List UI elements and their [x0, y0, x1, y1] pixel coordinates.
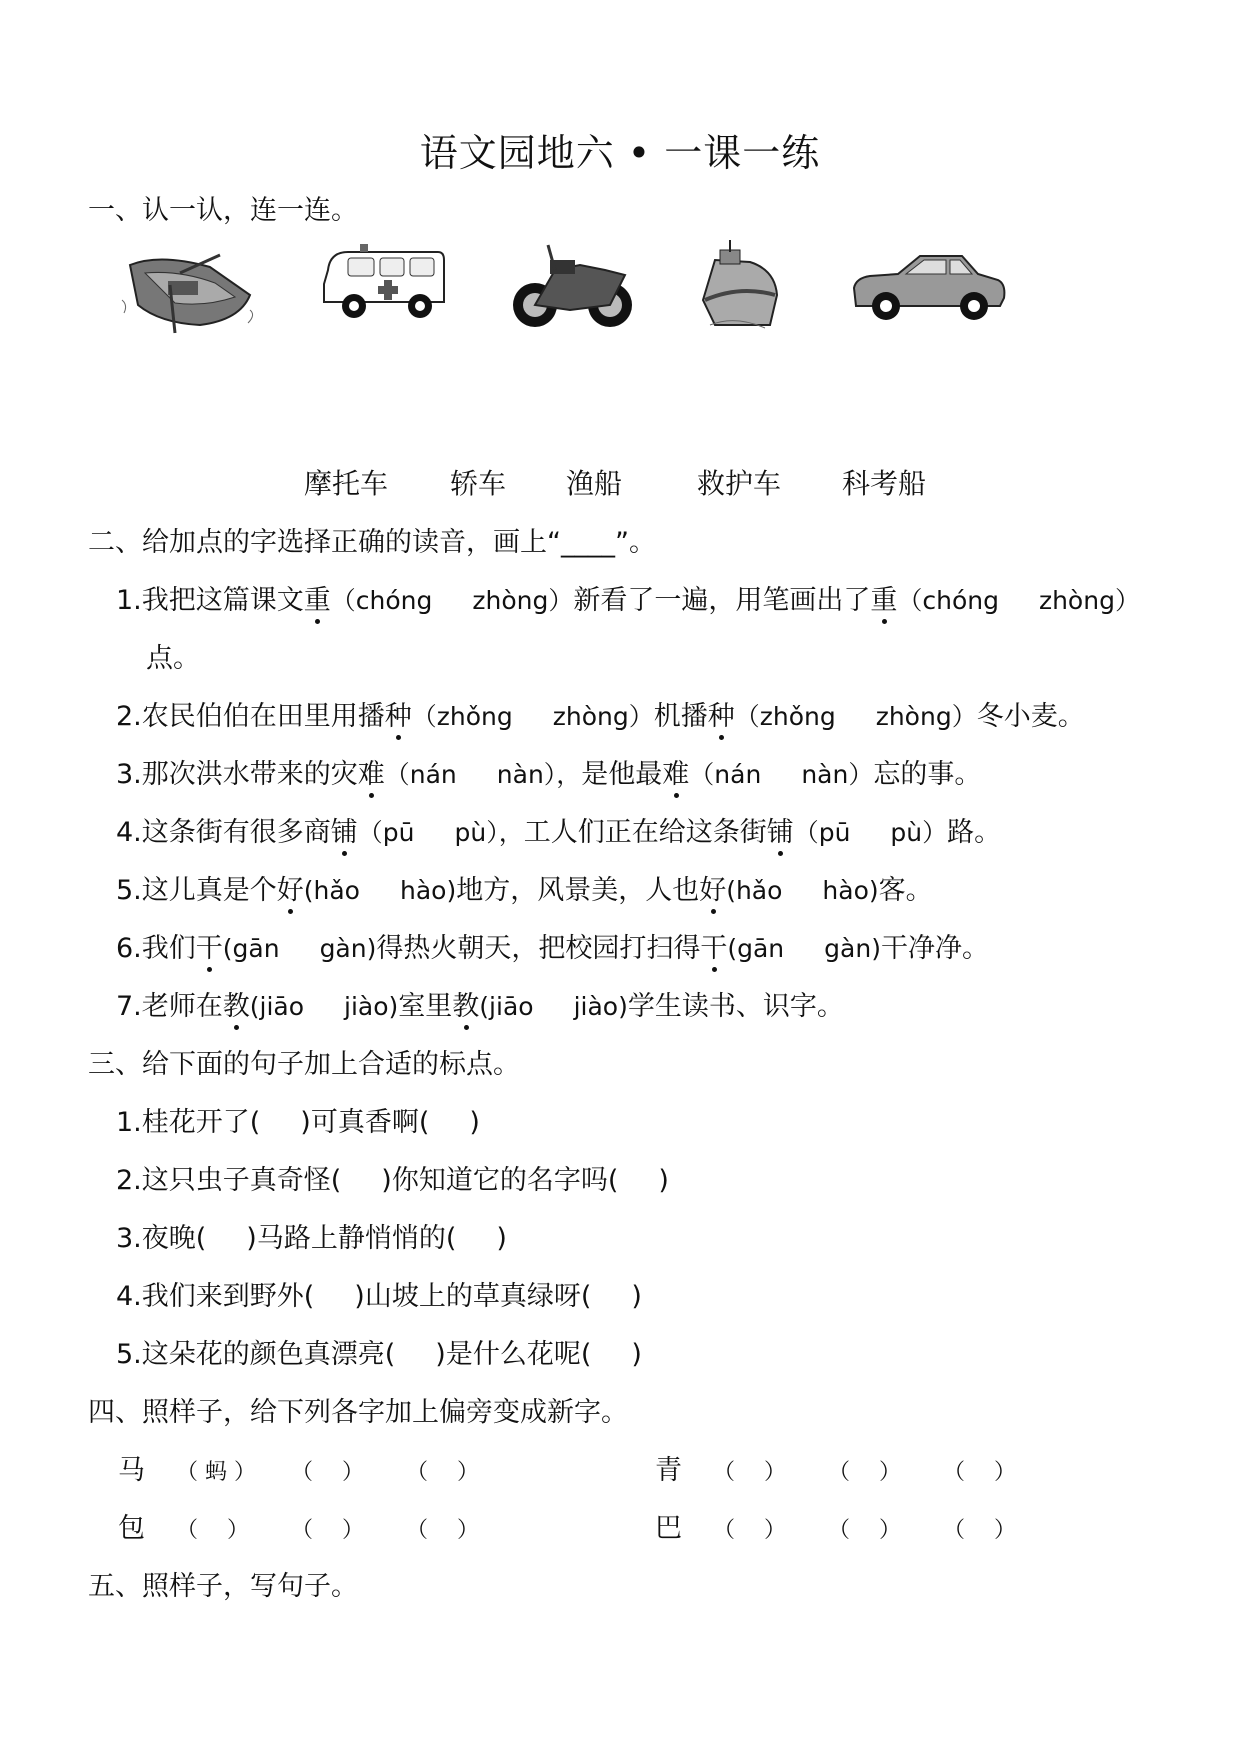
section5-heading: 五、照样子，写句子。: [88, 1571, 358, 1602]
pinyin-option[interactable]: (jiāo: [479, 992, 534, 1021]
pinyin-option[interactable]: (gān: [222, 934, 280, 963]
label-ambulance: 救护车: [697, 467, 782, 500]
pinyin-item-6: 6.我们干(gān gàn)得热火朝天，把校园打扫得干(gān gàn)干净净。: [116, 933, 989, 964]
dotted-char: 教: [222, 991, 250, 1022]
pinyin-option[interactable]: （pū: [357, 818, 415, 847]
pinyin-option[interactable]: (jiāo: [249, 992, 305, 1021]
pinyin-item-2: 2.农民伯伯在田里用播种（zhǒng zhòng）机播种（zhǒng zhòng）冬小麦。: [116, 701, 1085, 732]
pinyin-item-1: 1.我把这篇课文重（chóng zhòng）新看了一遍，用笔画出了重（chóng zhòng）: [116, 585, 1140, 616]
radical-row-bao: 包 （ ） （ ） （ ）: [118, 1513, 479, 1544]
dotted-char: 难: [357, 759, 385, 790]
pinyin-option[interactable]: (hǎo: [303, 876, 360, 905]
pinyin-option[interactable]: （zhǒng: [734, 702, 836, 731]
punct-item-2: 2.这只虫子真奇怪( )你知道它的名字吗( ): [116, 1165, 669, 1196]
pinyin-option[interactable]: （nán: [689, 760, 762, 789]
pinyin-option[interactable]: gàn): [824, 934, 881, 963]
dotted-char: 干: [195, 933, 223, 964]
dotted-char: 种: [707, 701, 735, 732]
pinyin-option[interactable]: zhòng）: [1038, 586, 1140, 615]
punct-item-4: 4.我们来到野外( )山坡上的草真绿呀( ): [116, 1281, 642, 1312]
research-ship-icon: [695, 240, 785, 335]
label-research-ship: 科考船: [842, 467, 927, 500]
pinyin-option[interactable]: pù）: [890, 818, 948, 847]
motorcycle-icon: [510, 240, 635, 335]
sedan-car-icon: [850, 250, 1010, 330]
section3-heading: 三、给下面的句子加上合适的标点。: [88, 1049, 520, 1080]
pinyin-option[interactable]: pù），: [454, 818, 524, 847]
pinyin-item-7: 7.老师在教(jiāo jiào)室里教(jiāo jiào)学生读书、识字。: [116, 991, 844, 1022]
pinyin-item-5: 5.这儿真是个好(hǎo hào)地方，风景美，人也好(hǎo hào)客。: [116, 875, 933, 906]
dotted-char: 好: [276, 875, 304, 906]
page-title: 语文园地六 • 一课一练: [419, 131, 821, 175]
label-sedan: 轿车: [450, 467, 507, 500]
pinyin-option[interactable]: （chóng: [330, 586, 433, 615]
label-fishing-boat: 渔船: [566, 467, 623, 500]
pinyin-option[interactable]: (hǎo: [726, 876, 783, 905]
section1-heading: 一、认一认，连一连。: [88, 195, 358, 226]
pinyin-option[interactable]: jiào): [573, 992, 628, 1021]
pinyin-item-1-cont: 点。: [146, 643, 200, 674]
radical-row-qing: 青 （ ） （ ） （ ）: [655, 1455, 1016, 1486]
dotted-char: 重: [303, 585, 331, 616]
dotted-char: 干: [700, 933, 728, 964]
punct-item-5: 5.这朵花的颜色真漂亮( )是什么花呢( ): [116, 1339, 642, 1370]
pinyin-option[interactable]: hào): [399, 876, 457, 905]
dotted-char: 好: [699, 875, 727, 906]
pinyin-option[interactable]: nàn）: [801, 760, 874, 789]
section2-heading: 二、给加点的字选择正确的读音，画上“____”。: [88, 527, 656, 558]
dotted-char: 难: [662, 759, 690, 790]
pinyin-option[interactable]: （pū: [793, 818, 851, 847]
pinyin-option[interactable]: （chóng: [897, 586, 999, 615]
pinyin-option[interactable]: hào): [822, 876, 879, 905]
pinyin-option[interactable]: （nán: [384, 760, 457, 789]
dotted-char: 重: [870, 585, 898, 616]
punct-item-1: 1.桂花开了( )可真香啊( ): [116, 1107, 480, 1138]
ambulance-icon: [320, 240, 450, 325]
label-motorcycle: 摩托车: [304, 467, 389, 500]
punct-item-3: 3.夜晚( )马路上静悄悄的( ): [116, 1223, 507, 1254]
pinyin-option[interactable]: nàn），: [496, 760, 582, 789]
pinyin-option[interactable]: (gān: [727, 934, 785, 963]
pinyin-item-3: 3.那次洪水带来的灾难（nán nàn），是他最难（nán nàn）忘的事。: [116, 759, 982, 790]
pinyin-option[interactable]: zhòng）: [552, 702, 654, 731]
pinyin-option[interactable]: jiào): [344, 992, 399, 1021]
rowboat-icon: [120, 245, 260, 335]
dotted-char: 铺: [766, 817, 794, 848]
dotted-char: 教: [452, 991, 480, 1022]
pinyin-option[interactable]: zhòng）: [875, 702, 977, 731]
dotted-char: 铺: [330, 817, 358, 848]
vehicle-images: [120, 240, 1140, 350]
section4-heading: 四、照样子，给下列各字加上偏旁变成新字。: [88, 1397, 628, 1428]
radical-row-ba: 巴 （ ） （ ） （ ）: [655, 1513, 1016, 1544]
pinyin-option[interactable]: （zhǒng: [411, 702, 513, 731]
pinyin-item-4: 4.这条街有很多商铺（pū pù），工人们正在给这条街铺（pū pù）路。: [116, 817, 1002, 848]
radical-row-ma: 马 （ 蚂 ） （ ） （ ）: [118, 1455, 479, 1486]
pinyin-option[interactable]: gàn): [319, 934, 377, 963]
dotted-char: 种: [384, 701, 412, 732]
pinyin-option[interactable]: zhòng）: [472, 586, 574, 615]
